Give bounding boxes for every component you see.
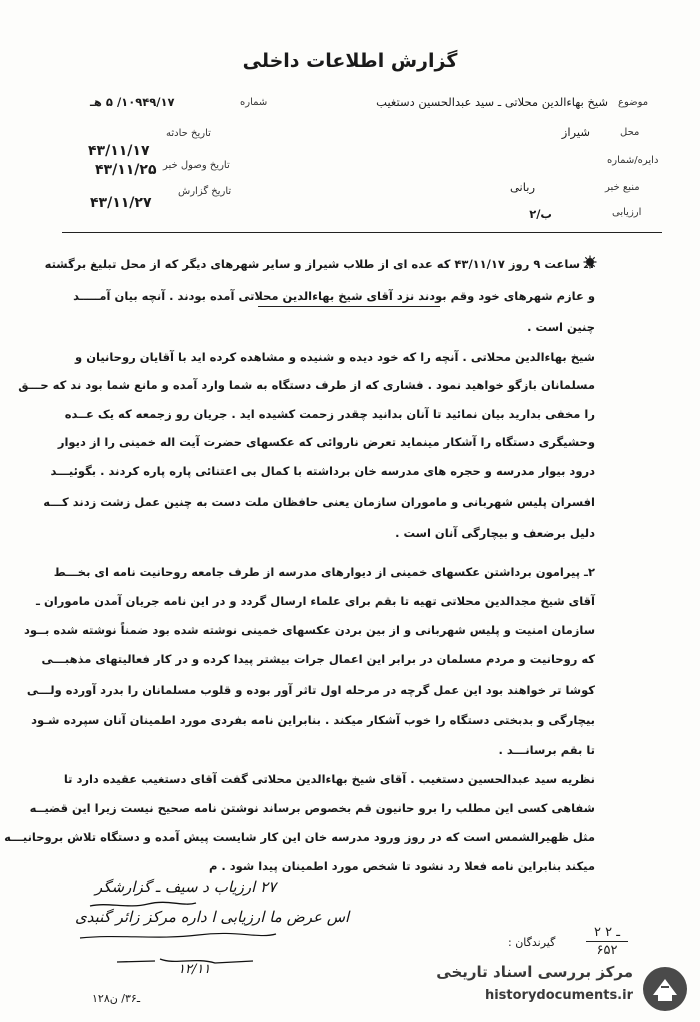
- para4-line4: میکند بنابراین نامه فعلا رد نشود تا شخص مورد اطمینان پیدا شود . م: [208, 859, 595, 873]
- para4-line3: مثل ظهیرالشمس است که در روز ورود مدرسه خان این کار شایست پیش آمده و دستگاه تلاش بروحانیـــه: [4, 830, 595, 844]
- incident-date: ۴۳/۱۱/۱۷: [88, 143, 150, 159]
- para3-line1: ۲ـ پیرامون برداشتن عکسهای خمینی از دیوارهای مدرسه از طرف جامعه روحانیت نامه ای بخـــط: [53, 565, 595, 579]
- name-underline: [258, 306, 440, 307]
- para3-line7: تا بقم برسانـــد .: [498, 743, 595, 757]
- source-value: ربانی: [509, 180, 535, 194]
- footer-code: ۱۲۸ـ۳۶/ ن: [92, 992, 141, 1005]
- para3-line4: که روحانیت و مردم مسلمان در برابر این اعمال جرات بیشتر پیدا کرده و در کار فعالیتهای مذهبـــی: [41, 652, 595, 666]
- para3-line5: کوشا تر خواهند بود این عمل گرچه در مرحله اول تاثر آور بوده و قلوب مسلمانان را بدرد آورده ولـــی: [26, 683, 595, 697]
- document-title: گزارش اطلاعات داخلی: [242, 50, 458, 72]
- stamp-bottom: ۶۵۲: [596, 943, 618, 958]
- receipt-date: ۴۳/۱۱/۲۵: [95, 162, 157, 178]
- para2-line6: افسران پلیس شهربانی و ماموران سازمان یعنی حافظان ملت دست به چنین عمل زشت زدند کـــه: [43, 495, 595, 509]
- para2-line5: درود بیوار مدرسه و حجره های مدرسه خان برداشته با کمال بی اعتنائی پاره پاره کردند . بگوئیـــد: [50, 464, 595, 478]
- para3-line2: آقای شیخ مجدالدین محلاتی تهیه تا بقم برای علماء ارسال گردد و در این نامه جریان آمدن ماموران ـ: [36, 594, 595, 608]
- rating-value: ب/۲: [529, 207, 552, 221]
- stamp-top: ۲ ـ ۲: [593, 925, 621, 940]
- para1-line3: چنین است .: [527, 320, 595, 334]
- watermark-url: historydocuments.ir: [484, 988, 633, 1003]
- para2-line3: را مخفی بدارید بیان نمائید تا آنان بدانید چقدر زحمت کشیده اید . جریان رو زجمعه که یک عــده: [64, 407, 595, 421]
- subject-label: موضوع: [618, 97, 649, 108]
- watermark: [405, 963, 693, 1015]
- place-value: شیراز: [561, 125, 590, 139]
- rating-label: ارزیابی: [612, 207, 642, 218]
- para2-line2: مسلمانان بازگو خواهید نمود . فشاری که از طرف دستگاه به شما وارد آمده و مانع شما بود ند که حـــق: [18, 378, 595, 392]
- para4-line1: نظریه سید عبدالحسین دستغیب . آقای شیخ بهاءالدین محلاتی گفت آقای دستغیب عقیده دارد تا: [63, 772, 595, 786]
- subject-value: شیخ بهاءالدین محلاتی ـ سید عبدالحسین دستغیب: [376, 95, 608, 109]
- dept-label: دایره/شماره: [607, 155, 659, 166]
- signature-underline-icon: [78, 930, 278, 942]
- para4-line2: شفاهی کسی این مطلب را برو حانیون قم بخصوص برساند نوشتن نامه صحیح نیست زیرا این قضیــه: [29, 801, 595, 815]
- number-value: ۱۰۹۴۹/۱۷/ ۵ هـ: [90, 95, 175, 109]
- para1-line1: ۱ـ ساعت ۹ روز ۴۳/۱۱/۱۷ که عده ای از طلاب شیراز و سایر شهرهای دیگر که از محل تبلیغ برگشته: [44, 257, 595, 271]
- recipients-label: گیرندگان :: [508, 936, 556, 949]
- number-label: شماره: [240, 97, 268, 108]
- para2-line7: دلیل برضعف و بیچارگی آنان است .: [395, 526, 595, 540]
- signature-line2: اس عرض ما ارزیابی ا داره مرکز زائر گنبدی: [75, 908, 350, 926]
- watermark-name: مرکز بررسی اسناد تاریخی: [436, 963, 633, 981]
- para3-line6: بیچارگی و بدبختی دستگاه را خوب آشکار میکند . بنابراین نامه بفردی مورد اطمینان آنان سپرده شـود: [31, 713, 595, 727]
- recipients-stamp: [582, 925, 632, 958]
- report-date: ۴۳/۱۱/۲۷: [90, 195, 152, 211]
- report-date-label: تاریخ گزارش: [178, 186, 232, 197]
- signature-line1: ۲۷ ارزیاب د سیف ـ گزارشگر: [95, 878, 277, 896]
- incident-date-label: تاریخ حادثه: [166, 128, 211, 139]
- header-divider: [62, 232, 662, 233]
- receipt-date-label: تاریخ وصول خبر: [163, 160, 230, 171]
- para2-line1: شیخ بهاءالدین محلاتی . آنچه را که خود دیده و شنیده و مشاهده کرده اید با آقایان روحانیان و: [75, 350, 595, 364]
- place-label: محل: [620, 127, 640, 138]
- para3-line3: سازمان امنیت و پلیس شهربانی و از بین بردن عکسهای خمینی نوشته شده بود ضمناً نوشته شده بــود: [24, 623, 595, 637]
- stamp-divider: [586, 941, 628, 942]
- signature-date: ۱۲/۱۱: [178, 962, 211, 977]
- para1-line2: و عازم شهرهای خود وقم بودند نزد آقای شیخ بهاءالدین محلاتی آمده بودند . آنچه بیان آمـــــد: [73, 289, 595, 303]
- archive-logo-icon: [641, 965, 689, 1013]
- para2-line4: وحشیگری دستگاه را آشکار مینماید تعرض ناروائی که عکسهای حضرت آیت اله خمینی را از دیوار: [57, 435, 595, 449]
- source-label: منبع خبر: [605, 182, 640, 193]
